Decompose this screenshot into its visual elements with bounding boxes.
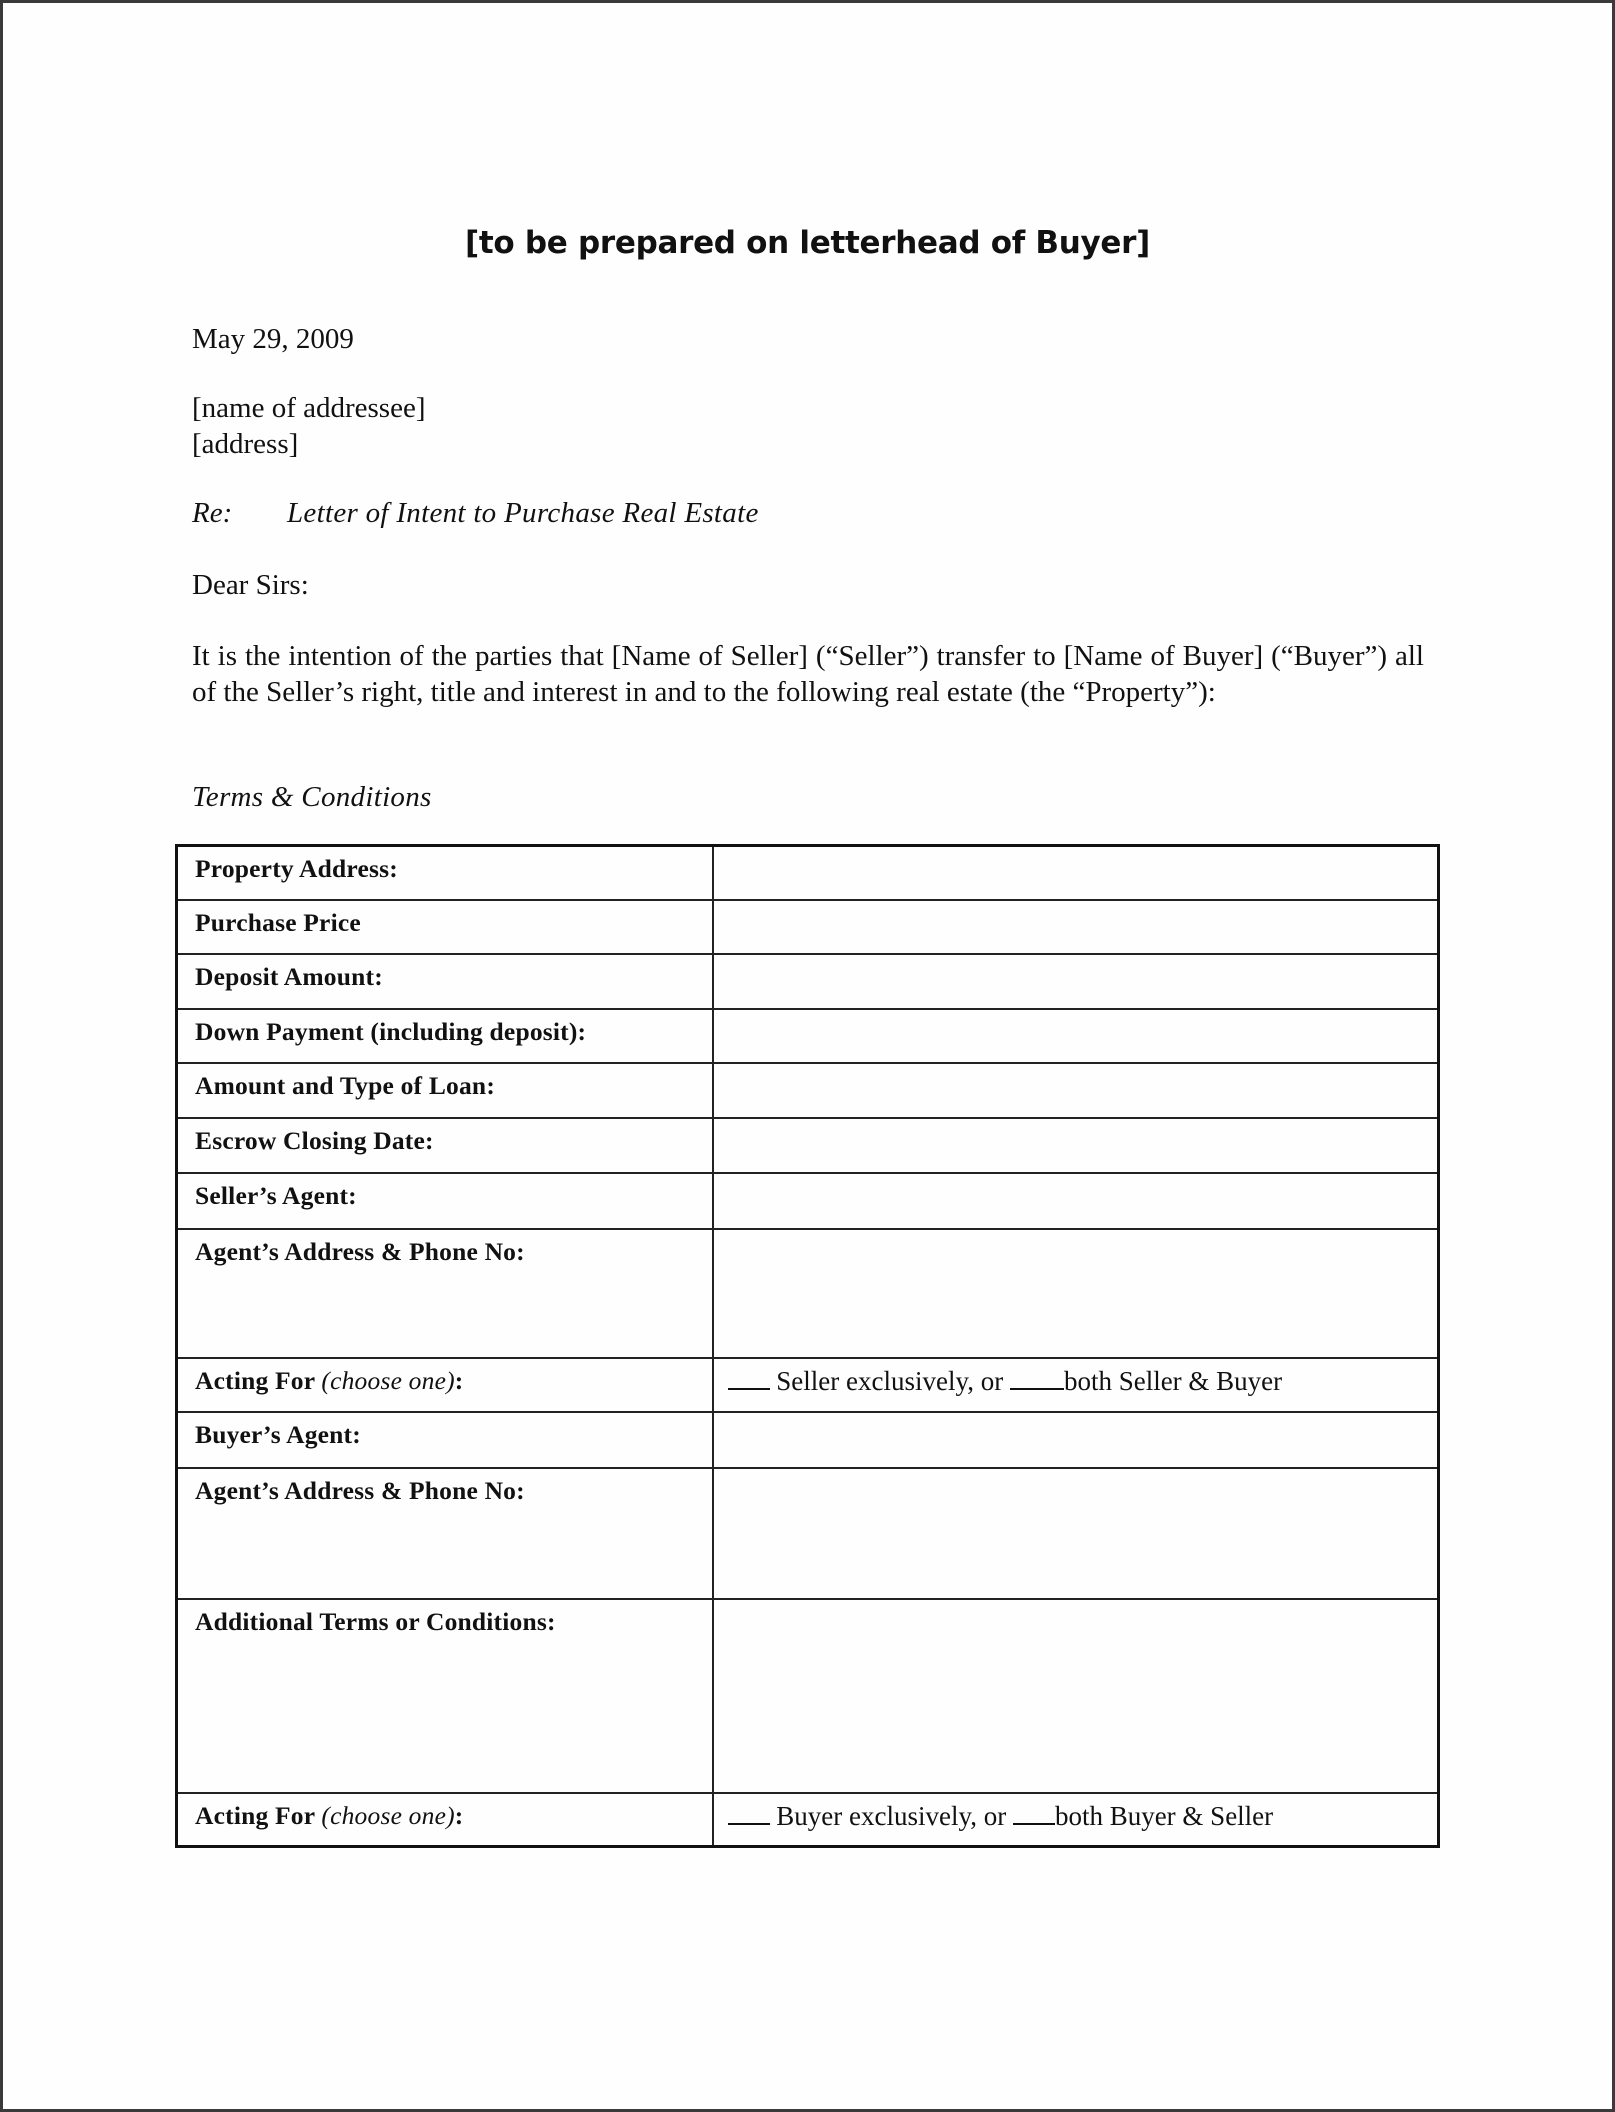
salutation: Dear Sirs: xyxy=(192,569,309,601)
table-row xyxy=(177,954,1439,1009)
option-both-buyer-seller: both Buyer & Seller xyxy=(1054,1800,1274,1831)
label-colon: : xyxy=(454,1365,464,1395)
sellers-agent-address-phone-field[interactable] xyxy=(713,1229,1439,1358)
table-row xyxy=(177,1173,1439,1229)
table-row xyxy=(177,1118,1439,1173)
table-row xyxy=(177,1063,1439,1118)
acting-for-label: Acting For xyxy=(195,1800,315,1830)
row-label: Seller’s Agent: xyxy=(177,1173,713,1229)
intro-paragraph: It is the intention of the parties that [Name of Seller] (“Seller”) transfer to [Name of Buyer] (“Buyer”) all of the Seller’s right, title and interest in and to the following real estate (the “Property”): xyxy=(192,640,1424,708)
table-row xyxy=(177,1599,1439,1793)
table-row xyxy=(177,900,1439,954)
table-row xyxy=(177,1468,1439,1599)
letterhead-note: [to be prepared on letterhead of Buyer] xyxy=(464,225,1150,261)
loan-amount-type-field[interactable] xyxy=(713,1063,1439,1118)
choose-one-note: (choose one) xyxy=(321,1800,455,1830)
buyer-exclusive-blank[interactable] xyxy=(728,1801,770,1825)
seller-exclusive-blank[interactable] xyxy=(728,1366,770,1390)
option-seller-exclusive: Seller exclusively, or xyxy=(776,1365,1004,1396)
row-label xyxy=(177,1793,713,1847)
both-parties-blank[interactable] xyxy=(1010,1366,1064,1390)
choose-one-note: (choose one) xyxy=(321,1365,455,1395)
sellers-agent-field[interactable] xyxy=(713,1173,1439,1229)
row-label: Amount and Type of Loan: xyxy=(177,1063,713,1118)
buyers-agent-acting-for-options xyxy=(713,1793,1439,1847)
table-row xyxy=(177,1358,1439,1412)
row-label: Agent’s Address & Phone No: xyxy=(177,1468,713,1599)
terms-heading: Terms & Conditions xyxy=(192,781,432,813)
addressee-block xyxy=(192,390,426,462)
deposit-amount-field[interactable] xyxy=(713,954,1439,1009)
property-address-field[interactable] xyxy=(713,846,1439,900)
acting-for-label: Acting For xyxy=(195,1365,315,1395)
down-payment-field[interactable] xyxy=(713,1009,1439,1063)
additional-terms-field[interactable] xyxy=(713,1599,1439,1793)
letter-date: May 29, 2009 xyxy=(192,323,354,355)
buyers-agent-address-phone-field[interactable] xyxy=(713,1468,1439,1599)
row-label xyxy=(177,1358,713,1412)
purchase-price-field[interactable] xyxy=(713,900,1439,954)
row-label: Escrow Closing Date: xyxy=(177,1118,713,1173)
row-label: Deposit Amount: xyxy=(177,954,713,1009)
terms-table xyxy=(175,844,1440,1848)
row-label: Additional Terms or Conditions: xyxy=(177,1599,713,1793)
re-label: Re: xyxy=(192,497,233,529)
option-buyer-exclusive: Buyer exclusively, or xyxy=(776,1800,1007,1831)
row-label: Purchase Price xyxy=(177,900,713,954)
escrow-closing-date-field[interactable] xyxy=(713,1118,1439,1173)
sellers-agent-acting-for-options xyxy=(713,1358,1439,1412)
option-both-seller-buyer: both Seller & Buyer xyxy=(1063,1365,1283,1396)
table-row xyxy=(177,1412,1439,1468)
both-parties-blank[interactable] xyxy=(1013,1801,1055,1825)
document-page xyxy=(3,3,1612,2109)
table-row xyxy=(177,846,1439,900)
row-label: Property Address: xyxy=(177,846,713,900)
table-row xyxy=(177,1009,1439,1063)
label-colon: : xyxy=(454,1800,464,1830)
addressee-address: [address] xyxy=(192,428,299,460)
re-subject: Letter of Intent to Purchase Real Estate xyxy=(287,497,759,529)
row-label: Agent’s Address & Phone No: xyxy=(177,1229,713,1358)
table-row xyxy=(177,1793,1439,1847)
row-label: Down Payment (including deposit): xyxy=(177,1009,713,1063)
addressee-name: [name of addressee] xyxy=(192,392,426,424)
table-row xyxy=(177,1229,1439,1358)
buyers-agent-field[interactable] xyxy=(713,1412,1439,1468)
row-label: Buyer’s Agent: xyxy=(177,1412,713,1468)
